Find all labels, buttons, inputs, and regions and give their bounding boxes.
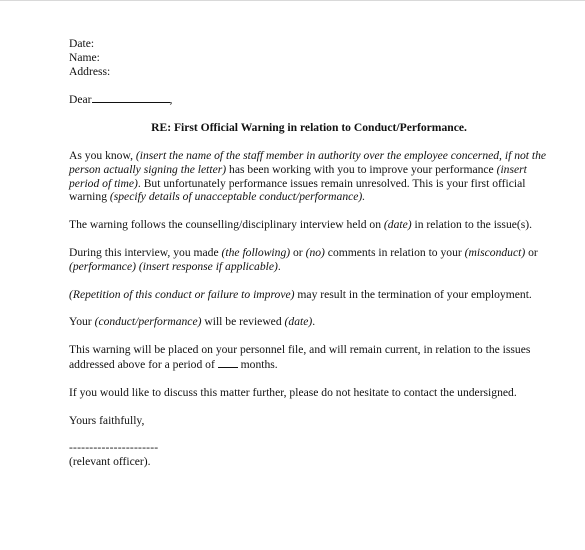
p1-text-3: . But unfortunately performance issues remain unresolved. This is your first official warning xyxy=(69,176,526,204)
p3-italic-2: (no) xyxy=(305,245,325,259)
p4-italic-1: (Repetition of this conduct or failure to improve) xyxy=(69,287,295,301)
p3-text-1: During this interview, you made xyxy=(69,245,222,259)
salutation xyxy=(69,92,549,107)
p3-text-5: . xyxy=(277,259,281,273)
subject-line: RE: First Official Warning in relation to Conduct/Performance. xyxy=(151,121,467,135)
closing-text: Yours faithfully, xyxy=(69,413,145,427)
p3-text-2: or xyxy=(290,245,306,259)
paragraph-contact: If you would like to discuss this matter further, please do not hesitate to contact the undersigned. xyxy=(69,385,517,399)
p3-text-4: or xyxy=(525,245,538,259)
paragraph-interview xyxy=(69,218,549,232)
recipient-name-blank xyxy=(92,92,170,103)
signature-line: ---------------------- xyxy=(69,441,159,455)
p3-italic-4: (performance) (insert response if applicable) xyxy=(69,259,278,273)
p5-text-1: Your xyxy=(69,315,95,329)
p1-italic-3: (specify details of unacceptable conduct/performance). xyxy=(109,190,366,204)
p3-text-3: comments in relation to your xyxy=(324,245,465,259)
p1-italic-1: (insert the name of the staff member in authority over the employee concerned, if not the person actually signing the letter) xyxy=(69,148,547,176)
address-label: Address: xyxy=(69,64,111,78)
p1-italic-2: (insert period of time) xyxy=(69,162,527,190)
p1-text-2: has been working with you to improve your performance xyxy=(226,162,497,176)
date-label: Date: xyxy=(69,37,95,50)
p5-italic-2: (date) xyxy=(284,315,313,329)
p2-text-1: The warning follows the counselling/disciplinary interview held on xyxy=(69,218,384,232)
salutation-text: Dear xyxy=(69,93,92,107)
p2-italic-1: (date) xyxy=(383,218,412,232)
p3-italic-3: (misconduct) xyxy=(464,245,526,259)
p3-italic-1: (the following) xyxy=(221,245,291,259)
paragraph-review xyxy=(69,315,549,329)
name-label: Name: xyxy=(69,50,100,64)
p4-text-1: may result in the termination of your employment. xyxy=(294,287,532,301)
warning-letter xyxy=(69,37,549,469)
p2-text-2: in relation to the issue(s). xyxy=(411,218,533,232)
p5-text-2: will be reviewed xyxy=(201,315,285,329)
signatory: (relevant officer). xyxy=(69,455,151,469)
page-top-edge xyxy=(0,0,585,1)
p6-text-1: This warning will be placed on your personnel file, and will remain current, in relation to the issues addressed above for a period of xyxy=(69,343,531,371)
p6-text-2: months. xyxy=(237,357,278,371)
paragraph-file xyxy=(69,343,549,372)
p5-italic-1: (conduct/performance) xyxy=(94,315,202,329)
paragraph-intro xyxy=(69,149,549,204)
months-blank xyxy=(218,357,238,368)
salutation-comma: , xyxy=(169,93,173,107)
p1-text-1: As you know, xyxy=(69,148,136,162)
paragraph-comments xyxy=(69,246,549,274)
p5-text-3: . xyxy=(312,315,316,329)
paragraph-consequence xyxy=(69,288,549,302)
